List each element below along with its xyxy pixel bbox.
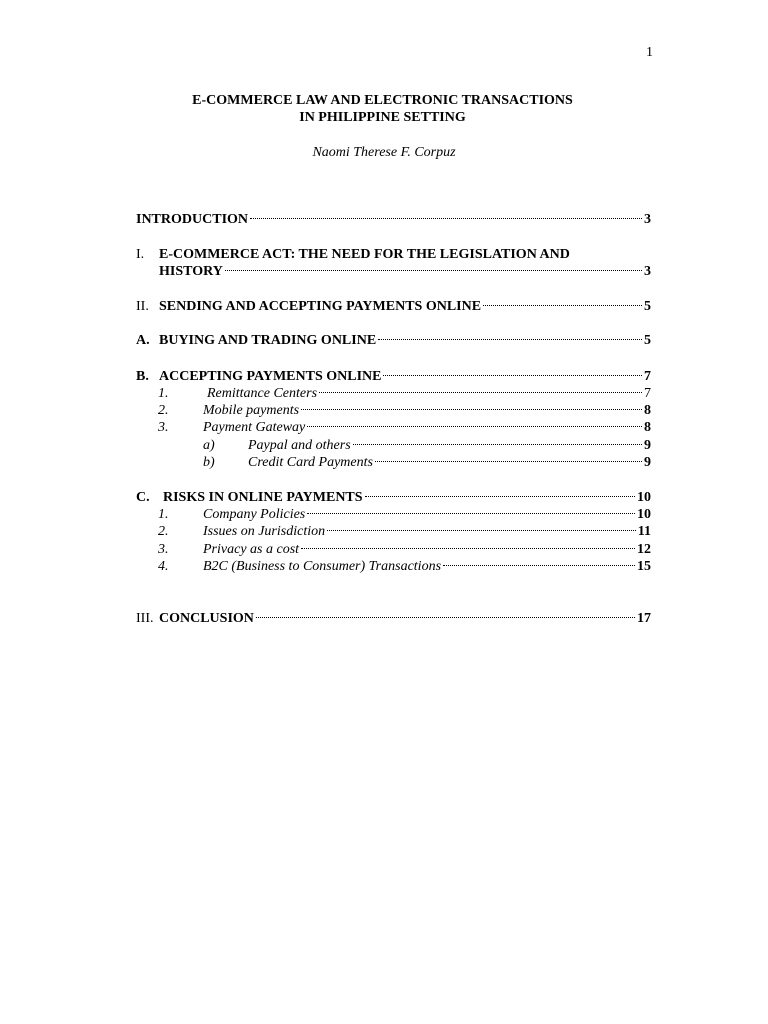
toc-entry-b-1 [158, 385, 651, 402]
toc-label: INTRODUCTION [136, 212, 249, 227]
toc-number: A. [136, 333, 150, 348]
toc-page: 8 [644, 403, 651, 418]
toc-page: 5 [644, 299, 651, 314]
toc-leader [483, 305, 642, 306]
toc-leader [301, 548, 635, 549]
author-name: Naomi Therese F. Corpuz [312, 145, 456, 160]
toc-page: 7 [644, 369, 651, 384]
toc-leader [307, 426, 642, 427]
title-line-2: IN PHILIPPINE SETTING [299, 110, 466, 125]
toc-label: HISTORY [159, 264, 223, 279]
toc-page: 9 [644, 438, 651, 453]
toc-number: a) [203, 438, 215, 453]
toc-label: B2C (Business to Consumer) Transactions [203, 559, 442, 574]
toc-leader [301, 409, 642, 410]
toc-page: 11 [637, 524, 651, 539]
toc-entry-introduction [136, 211, 651, 228]
toc-entry-c-4 [158, 558, 651, 575]
toc-page: 5 [644, 333, 651, 348]
toc-leader [375, 461, 642, 462]
toc-page: 10 [637, 507, 651, 522]
toc-number: I. [136, 247, 145, 262]
title-line-1: E-COMMERCE LAW AND ELECTRONIC TRANSACTIONS [192, 93, 573, 108]
toc-page: 3 [644, 264, 651, 279]
toc-entry-section-1-cont [136, 263, 651, 280]
toc-number: 2. [158, 524, 169, 539]
toc-entry-section-1 [136, 246, 651, 263]
toc-number: B. [136, 369, 149, 384]
toc-number: II. [136, 299, 149, 314]
toc-number: b) [203, 455, 215, 470]
page-number: 1 [646, 45, 653, 60]
toc-label: Payment Gateway [203, 420, 306, 435]
toc-leader [443, 565, 635, 566]
toc-entry-b-3 [158, 419, 651, 436]
toc-page: 10 [637, 490, 651, 505]
toc-leader [353, 444, 642, 445]
toc-leader [378, 339, 642, 340]
toc-entry-section-3 [136, 610, 651, 627]
toc-entry-section-b [136, 368, 651, 385]
toc-label: Issues on Jurisdiction [203, 524, 326, 539]
toc-label: Mobile payments [203, 403, 300, 418]
toc-number: 4. [158, 559, 169, 574]
toc-entry-section-c [136, 489, 651, 506]
toc-number: C. [136, 490, 150, 505]
toc-number: 1. [158, 507, 169, 522]
toc-leader [327, 530, 636, 531]
toc-page: 3 [644, 212, 651, 227]
toc-leader [383, 375, 642, 376]
toc-page: 17 [637, 611, 651, 626]
toc-page: 7 [644, 386, 651, 401]
toc-number: 2. [158, 403, 169, 418]
toc-number: 1. [158, 386, 169, 401]
toc-entry-b-2 [158, 402, 651, 419]
toc-page: 12 [637, 542, 651, 557]
toc-label: Credit Card Payments [248, 455, 373, 470]
toc-label: Company Policies [203, 507, 306, 522]
toc-entry-c-1 [158, 506, 651, 523]
toc-label: Paypal and others [248, 438, 351, 453]
toc-number: 3. [158, 420, 169, 435]
toc-leader [365, 496, 635, 497]
document-title [0, 92, 768, 126]
toc-leader [319, 392, 642, 393]
toc-page: 15 [637, 559, 651, 574]
toc-label: BUYING AND TRADING ONLINE [159, 333, 377, 348]
toc-number: 3. [158, 542, 169, 557]
toc-entry-b-3-b [203, 454, 651, 471]
toc-label: RISKS IN ONLINE PAYMENTS [163, 490, 363, 505]
toc-entry-section-a [136, 332, 651, 349]
toc-entry-section-2 [136, 298, 651, 315]
toc-label: ACCEPTING PAYMENTS ONLINE [159, 369, 382, 384]
toc-label: Remittance Centers [207, 386, 318, 401]
toc-label: E-COMMERCE ACT: THE NEED FOR THE LEGISLATION AND [159, 247, 570, 262]
toc-entry-c-2 [158, 523, 651, 540]
toc-label: Privacy as a cost [203, 542, 300, 557]
toc-leader [307, 513, 635, 514]
toc-label: SENDING AND ACCEPTING PAYMENTS ONLINE [159, 299, 482, 314]
toc-entry-c-3 [158, 541, 651, 558]
toc-page: 8 [644, 420, 651, 435]
toc-leader [256, 617, 635, 618]
toc-page: 9 [644, 455, 651, 470]
toc-entry-b-3-a [203, 437, 651, 454]
toc-leader [250, 218, 642, 219]
toc-label: CONCLUSION [159, 611, 254, 626]
toc-leader [225, 270, 642, 271]
toc-number: III. [136, 611, 154, 626]
